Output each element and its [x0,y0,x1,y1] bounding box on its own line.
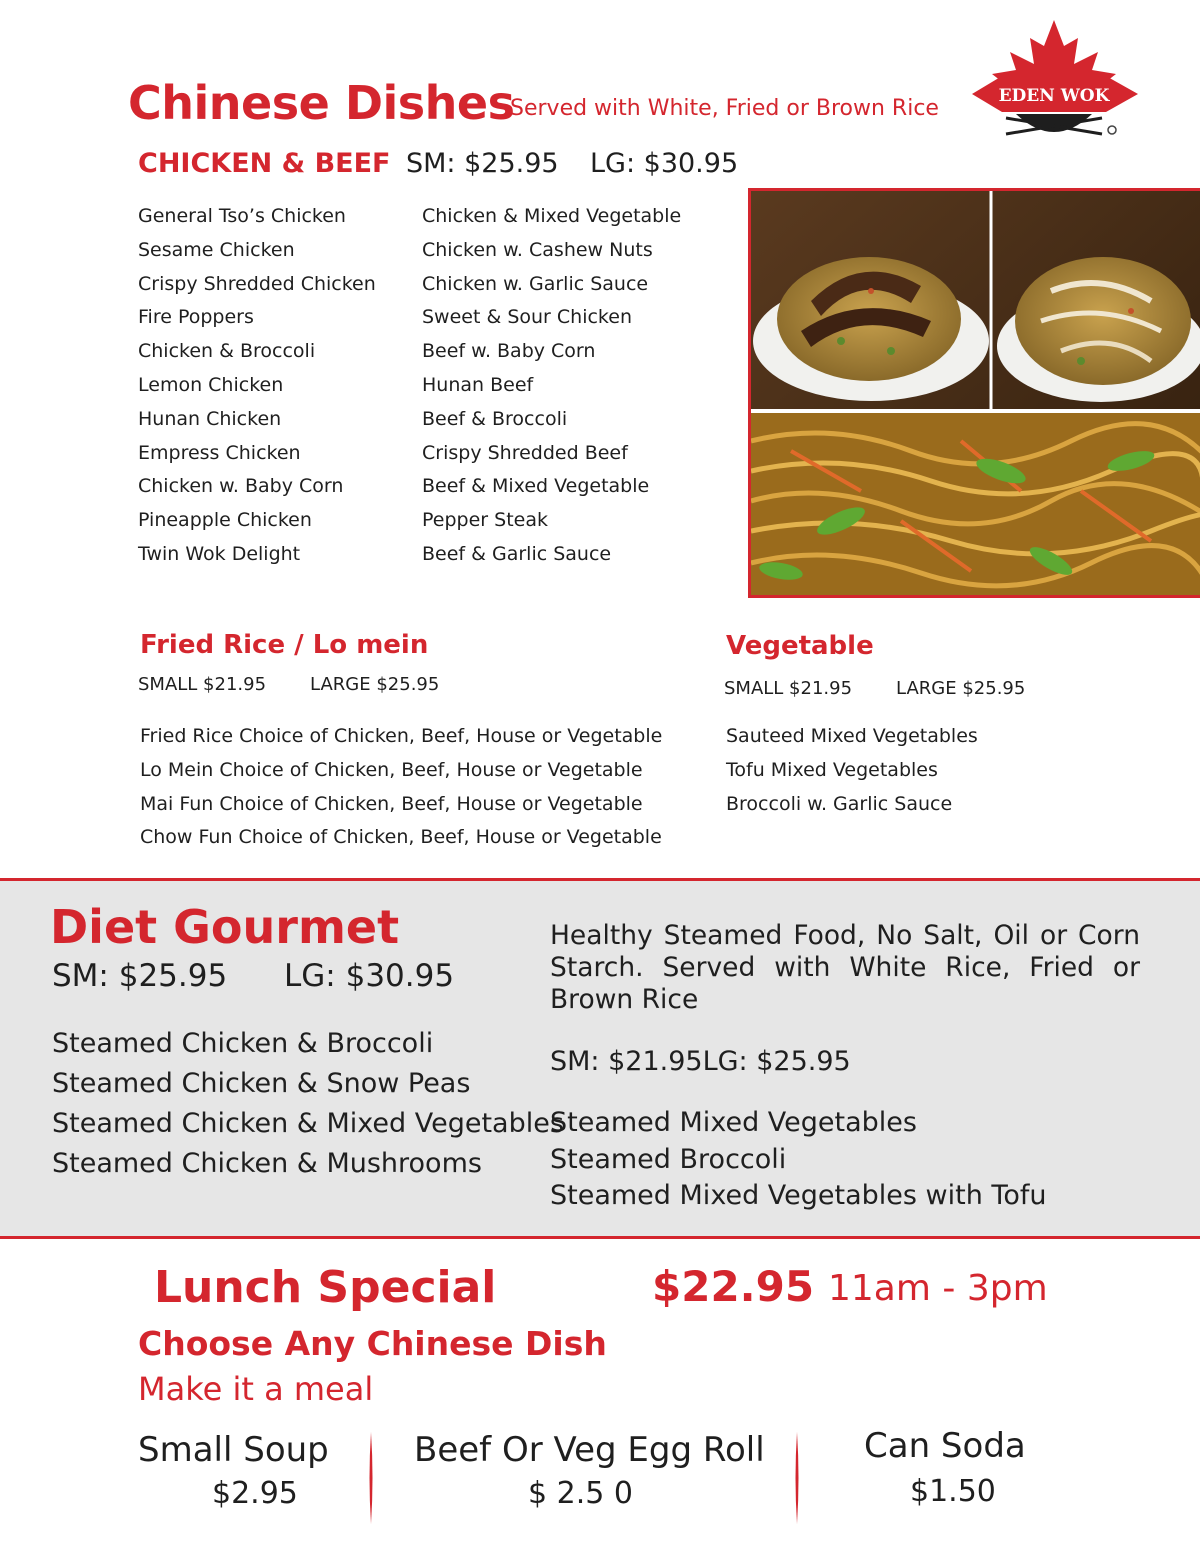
vegetable-small-price: SMALL $21.95 [724,678,853,699]
dish-item: Sweet & Sour Chicken [422,306,632,329]
lo-mein-plate [751,413,1200,598]
dish-item: Beef & Garlic Sauce [422,542,612,565]
dish-item: Crispy Shredded Beef [422,441,628,464]
addon-name: Small Soup [138,1430,329,1470]
fried-rice-heading: Fried Rice / Lo mein [140,630,429,660]
diet-chicken-list [52,1024,564,1184]
dish-item: Pepper Steak [422,509,548,532]
page-title: Chinese Dishes [128,76,515,130]
lunch-special-title: Lunch Special [154,1262,497,1313]
chicken-beef-list-2 [422,200,681,572]
addon-divider [794,1432,800,1524]
vegetable-large-price: LARGE $25.95 [896,678,1026,699]
dish-item: Beef & Broccoli [422,407,568,430]
list-item: Mai Fun Choice of Chicken, Beef, House or Vegetable [140,792,643,815]
food-photo-collage [748,188,1200,598]
fried-rice-large-price: LARGE $25.95 [310,674,440,695]
dish-item: Chicken & Broccoli [138,340,316,363]
fried-rice-sizes [138,674,439,695]
list-item: Steamed Chicken & Mixed Vegetables [52,1108,564,1139]
eden-wok-logo [966,18,1142,140]
dish-item: Chicken w. Cashew Nuts [422,238,653,261]
chicken-beef-heading: CHICKEN & BEEF [138,148,391,179]
dish-item: Crispy Shredded Chicken [138,272,376,295]
vegetable-list [726,720,978,821]
addon-price: $2.95 [212,1476,298,1511]
addon-price: $ 2.5 0 [528,1476,633,1511]
list-item: Sauteed Mixed Vegetables [726,725,978,747]
registered-icon [1108,126,1116,134]
dish-item: Twin Wok Delight [138,542,301,565]
diet-price-sm: SM: $25.95 [52,958,228,994]
list-item: Chow Fun Choice of Chicken, Beef, House or Vegetable [140,826,662,849]
lunch-special-price: $22.95 [652,1262,815,1311]
addon-name: Beef Or Veg Egg Roll [414,1430,765,1470]
addon-divider [368,1432,374,1524]
list-item: Broccoli w. Garlic Sauce [726,792,953,815]
dish-item: Chicken & Mixed Vegetable [422,205,682,227]
list-item: Steamed Chicken & Mushrooms [52,1148,482,1179]
list-item: Steamed Mixed Vegetables with Tofu [550,1180,1047,1211]
dish-item: Fire Poppers [138,306,254,329]
list-item: Steamed Chicken & Broccoli [52,1028,434,1059]
dish-item: General Tso’s Chicken [138,205,346,227]
diet-description: Healthy Steamed Food, No Salt, Oil or Corn Starch. Served with White Rice, Fried or Brown Rice [550,920,1140,1015]
dish-item: Empress Chicken [138,441,301,464]
chicken-beef-price-sm: SM: $25.95 [406,148,559,179]
list-item: Steamed Mixed Vegetables [550,1107,917,1138]
page-subtitle: Served with White, Fried or Brown Rice [510,96,939,121]
dish-item: Sesame Chicken [138,238,295,261]
dish-item: Chicken w. Baby Corn [138,475,344,498]
dish-item: Lemon Chicken [138,373,284,396]
diet-vegetable-list [550,1105,1046,1215]
list-item: Steamed Broccoli [550,1143,787,1175]
dish-item: Hunan Beef [422,373,534,396]
diet-price-lg: LG: $30.95 [284,958,455,994]
chicken-beef-list-1 [138,200,376,572]
lunch-meal-line: Make it a meal [138,1370,374,1408]
divider-top [0,878,1200,881]
addon-price: $1.50 [910,1474,996,1509]
lunch-choose-line: Choose Any Chinese Dish [138,1324,607,1363]
list-item: Tofu Mixed Vegetables [726,758,938,781]
diet-gourmet-title: Diet Gourmet [50,900,400,954]
vegetable-sizes [724,678,1025,699]
dish-item: Hunan Chicken [138,407,282,430]
fried-rice-list [140,720,662,855]
dish-item: Beef w. Baby Corn [422,340,596,363]
fried-rice-small-price: SMALL $21.95 [138,674,267,695]
divider-bottom [0,1236,1200,1239]
list-item: Steamed Chicken & Snow Peas [52,1068,471,1099]
list-item: Fried Rice Choice of Chicken, Beef, House or Vegetable [140,725,663,747]
vegetable-heading: Vegetable [726,631,874,661]
chicken-beef-price-lg: LG: $30.95 [590,148,739,179]
dish-item: Chicken w. Garlic Sauce [422,272,649,295]
dish-item: Pineapple Chicken [138,509,312,532]
list-item: Lo Mein Choice of Chicken, Beef, House or Vegetable [140,758,643,781]
dish-item: Beef & Mixed Vegetable [422,475,650,498]
lunch-special-hours: 11am - 3pm [828,1268,1048,1309]
diet-vegetable-prices: SM: $21.95LG: $25.95 [550,1046,851,1077]
logo-text: EDEN WOK [998,86,1110,106]
addon-name: Can Soda [864,1426,1026,1466]
